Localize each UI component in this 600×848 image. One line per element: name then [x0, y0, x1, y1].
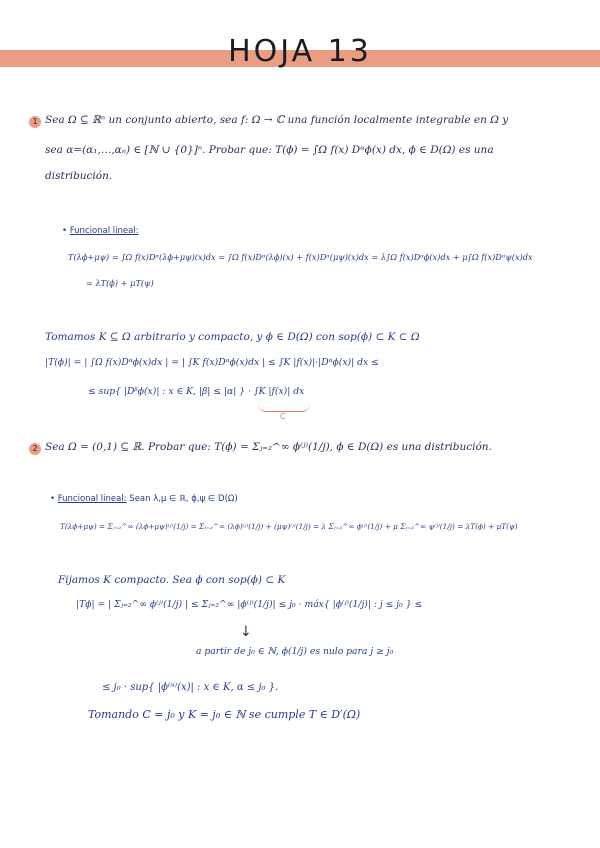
- problem-2-heading-text: Funcional lineal:: [57, 494, 127, 504]
- problem-1-eq-2: = λT(ϕ) + μT(ψ): [86, 278, 154, 288]
- problem-1-line-2: sea α=(α₁,…,αₙ) ∈ [ℕ ∪ {0}]ⁿ. Probar que: T(ϕ) = ∫Ω f(x) Dᵅϕ(x) dx, ϕ ∈ D(Ω) es una: [45, 144, 494, 156]
- problem-1-text-1: Tomamos K ⊆ Ω arbitrario y compacto, y ϕ ∈ D(Ω) con sop(ϕ) ⊂ K ⊂ Ω: [45, 331, 420, 343]
- problem-2-text-1: Fijamos K compacto. Sea ϕ con sop(ϕ) ⊂ K: [58, 574, 286, 586]
- problem-1-heading: • Funcional lineal:: [62, 226, 139, 236]
- problem-1-line-1: Sea Ω ⊆ ℝⁿ un conjunto abierto, sea f: Ω → ℂ una función localmente integrable en Ω y: [45, 114, 509, 126]
- constant-brace: [258, 404, 310, 412]
- problem-2-heading-rest: Sean λ,μ ∈ ℝ, ϕ,ψ ∈ D(Ω): [126, 494, 238, 504]
- problem-1-line-3: distribución.: [45, 170, 113, 182]
- page-title: HOJA 13: [228, 34, 372, 69]
- problem-1-eq-3: |T(ϕ)| = | ∫Ω f(x)Dᵅϕ(x)dx | = | ∫K f(x)Dᵅϕ(x)dx | ≤ ∫K |f(x)|·|Dᵅϕ(x)| dx ≤: [45, 357, 379, 368]
- problem-1-heading-text: Funcional lineal:: [69, 226, 139, 236]
- problem-2-statement: Sea Ω = (0,1) ⊆ ℝ. Probar que: T(ϕ) = Σⱼ₌₂^∞ ϕ⁽ʲ⁾(1/j), ϕ ∈ D(Ω) es una distribución.: [45, 441, 492, 453]
- problem-2-eq-3: ≤ j₀ · sup{ |ϕ⁽ᵅ⁾(x)| : x ∈ K, α ≤ j₀ }.: [102, 682, 279, 693]
- down-arrow-icon: ↓: [240, 624, 252, 640]
- constant-label: C: [280, 412, 286, 421]
- problem-2-eq-1: T(λϕ+μψ) = Σⱼ₌₂^∞ (λϕ+μψ)⁽ʲ⁾(1/j) = Σⱼ₌₂^∞ (λϕ)⁽ʲ⁾(1/j) + (μψ)⁽ʲ⁾(1/j) = λ Σⱼ₌₂^∞ ϕ⁽ʲ⁾(1/j) + μ Σⱼ₌₂^∞ ψ⁽ʲ⁾(1/j) = λT(ϕ) + μT(ψ): [60, 522, 518, 531]
- problem-1-eq-4: ≤ sup{ |Dᵝϕ(x)| : x ∈ K, |β| ≤ |α| } · ∫K |f(x)| dx: [88, 386, 305, 397]
- problem-2-eq-2: |Tϕ| = | Σⱼ₌₂^∞ ϕ⁽ʲ⁾(1/j) | ≤ Σⱼ₌₂^∞ |ϕ⁽ʲ⁾(1/j)| ≤ j₀ · máx{ |ϕ⁽ʲ⁾(1/j)| : j ≤ j₀ } ≤: [76, 599, 423, 610]
- problem-2-number: 2: [29, 443, 41, 455]
- problem-2-text-2: a partir de j₀ ∈ ℕ, ϕ(1/j) es nulo para j ≥ j₀: [196, 646, 394, 657]
- problem-1-eq-1: T(λϕ+μψ) = ∫Ω f(x)Dᵅ(λϕ+μψ)(x)dx = ∫Ω f(x)Dᵅ(λϕ)(x) + f(x)Dᵅ(μψ)(x)dx = λ∫Ω f(x)Dᵅϕ(x)dx + μ∫Ω f(x)Dᵅψ(x)dx: [68, 252, 533, 262]
- problem-2-conclusion: Tomando C = j₀ y K = j₀ ∈ ℕ se cumple T ∈ D′(Ω): [88, 708, 361, 721]
- problem-1-number: 1: [29, 116, 41, 128]
- problem-2-heading: • Funcional lineal: Sean λ,μ ∈ ℝ, ϕ,ψ ∈ D(Ω): [50, 494, 238, 504]
